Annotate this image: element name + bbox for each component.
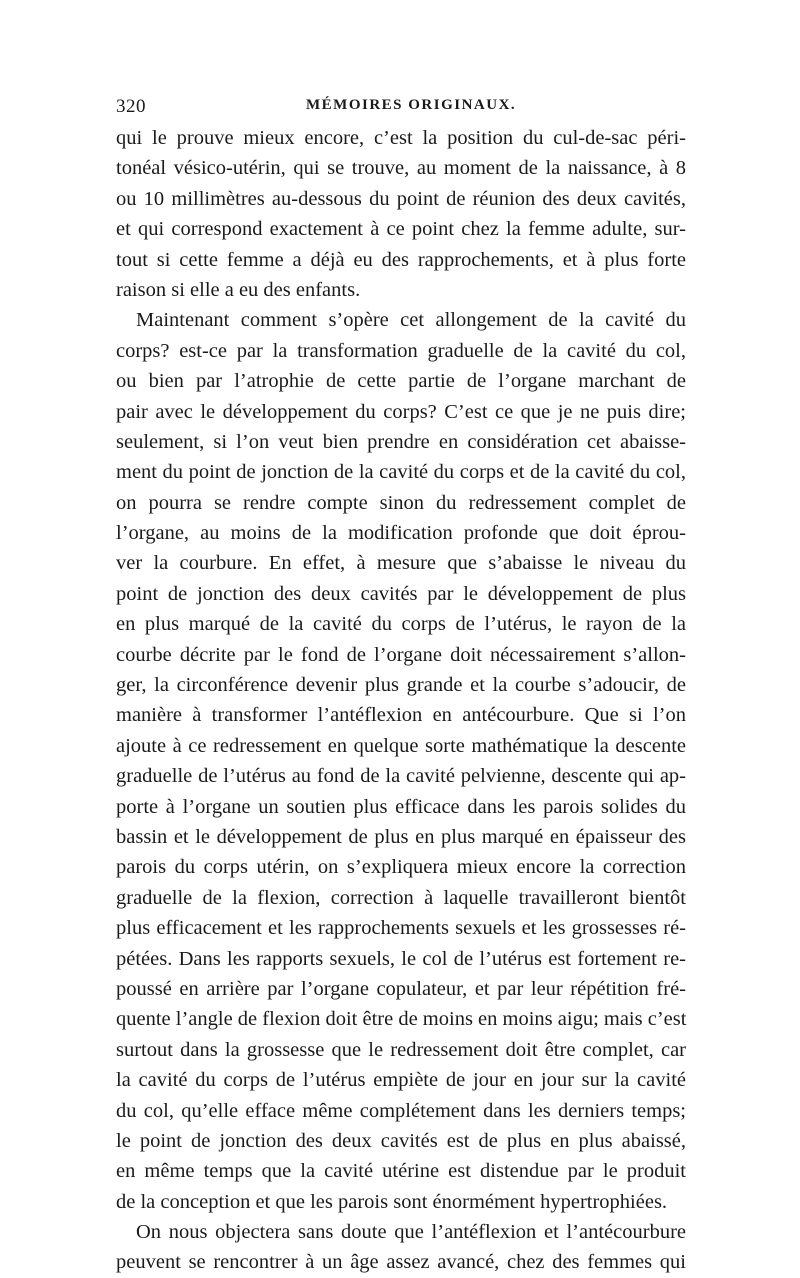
text-line: graduelle de l’utérus au fond de la cavité pelvienne, descente qui ap- <box>116 765 686 788</box>
text-line: et qui correspond exactement à ce point chez la femme adulte, sur- <box>116 218 686 241</box>
body-text <box>116 123 686 1278</box>
text-line: ger, la circonférence devenir plus grande et la courbe s’adoucir, de <box>116 674 686 697</box>
text-line: on pourra se rendre compte sinon du redressement complet de <box>116 491 686 514</box>
text-line: du col, qu’elle efface même complétement dans les derniers temps; <box>116 1099 686 1122</box>
text-line: la cavité du corps de l’utérus empiète de jour en jour sur la cavité <box>116 1069 686 1092</box>
text-line: en même temps que la cavité utérine est distendue par le produit <box>116 1160 686 1183</box>
text-line: l’organe, au moins de la modification profonde que doit éprou- <box>116 522 686 545</box>
text-line: On nous objectera sans doute que l’antéflexion et l’antécourbure <box>136 1221 686 1244</box>
text-line: ver la courbure. En effet, à mesure que s’abaisse le niveau du <box>116 552 686 575</box>
running-head: MÉMOIRES ORIGINAUX. <box>306 97 517 113</box>
text-line: ou bien par l’atrophie de cette partie de l’organe marchant de <box>116 370 686 393</box>
text-line: surtout dans la grossesse que le redressement doit être complet, car <box>116 1038 686 1061</box>
page-number: 320 <box>116 96 146 117</box>
text-line: pair avec le développement du corps? C’est ce que je ne puis dire; <box>116 400 686 423</box>
text-line: Maintenant comment s’opère cet allongement de la cavité du <box>136 309 686 332</box>
text-line: ajoute à ce redressement en quelque sorte mathématique la descente <box>116 734 686 757</box>
text-line: de la conception et que les parois sont énormément hypertrophiées. <box>116 1190 668 1213</box>
text-line: parois du corps utérin, on s’expliquera mieux encore la correction <box>116 856 686 879</box>
text-line: porte à l’organe un soutien plus efficace dans les parois solides du <box>116 795 686 818</box>
text-line: seulement, si l’on veut bien prendre en considération cet abaisse- <box>116 430 686 453</box>
text-line: peuvent se rencontrer à un âge assez avancé, chez des femmes qui <box>116 1251 686 1274</box>
text-line: graduelle de la flexion, correction à laquelle travailleront bientôt <box>116 886 686 909</box>
text-line: qui le prouve mieux encore, c’est la position du cul-de-sac péri- <box>116 127 686 149</box>
text-line: plus efficacement et les rapprochements sexuels et les grossesses ré- <box>116 917 686 940</box>
text-line: tonéal vésico-utérin, qui se trouve, au moment de la naissance, à 8 <box>116 157 686 180</box>
text-line: corps? est-ce par la transformation graduelle de la cavité du col, <box>116 339 686 362</box>
text-line: bassin et le développement de plus en plus marqué en épaisseur des <box>116 825 686 848</box>
text-line: le point de jonction des deux cavités est de plus en plus abaissé, <box>116 1129 686 1152</box>
text-line: poussé en arrière par l’organe copulateur, et par leur répétition fré- <box>116 977 686 1000</box>
text-line: quente l’angle de flexion doit être de moins en moins aigu; mais c’est <box>116 1008 687 1031</box>
text-line: pétées. Dans les rapports sexuels, le col de l’utérus est fortement re- <box>116 947 686 970</box>
text-line: courbe décrite par le fond de l’organe doit nécessairement s’allon- <box>116 643 686 666</box>
text-line: en plus marqué de la cavité du corps de l’utérus, le rayon de la <box>116 613 686 636</box>
text-line: ou 10 millimètres au-dessous du point de réunion des deux cavités, <box>116 187 686 210</box>
page-header <box>116 96 686 120</box>
text-line: ment du point de jonction de la cavité du corps et de la cavité du col, <box>116 461 686 484</box>
text-line: manière à transformer l’antéflexion en antécourbure. Que si l’on <box>116 704 686 727</box>
text-line: raison si elle a eu des enfants. <box>116 278 361 301</box>
text-line: point de jonction des deux cavités par le développement de plus <box>116 582 686 605</box>
text-line: tout si cette femme a déjà eu des rapprochements, et à plus forte <box>116 248 686 271</box>
